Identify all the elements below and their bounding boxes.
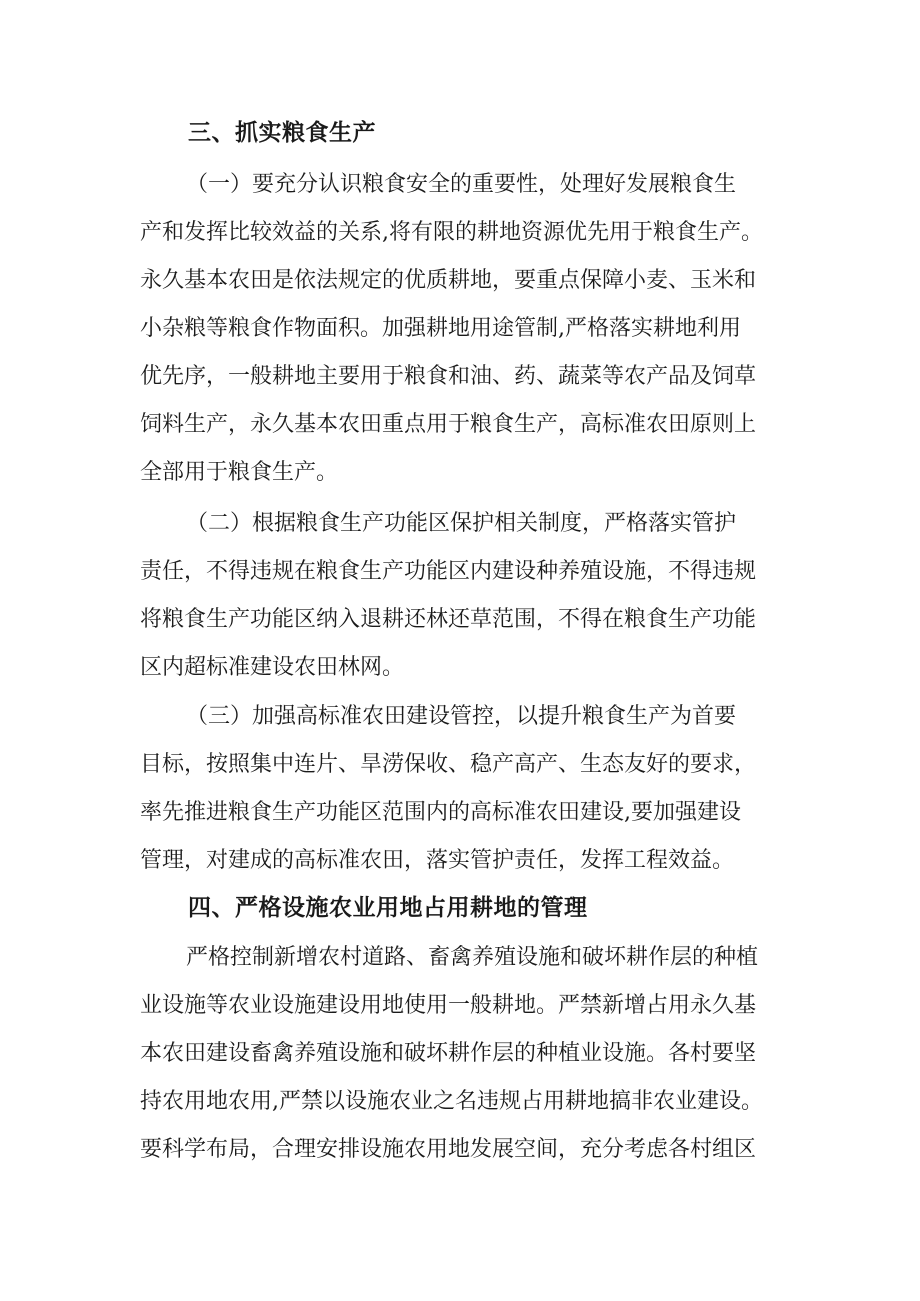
paragraph-line: 产和发挥比较效益的关系,将有限的耕地资源优先用于粮食生产。: [140, 220, 763, 245]
paragraph-line: 饲料生产，永久基本农田重点用于粮食生产，高标准农田原则上: [140, 412, 757, 437]
paragraph-line: 责任，不得违规在粮食生产功能区内建设种养殖设施，不得违规: [140, 559, 757, 584]
section-heading-grain-production: 三、抓实粮食生产: [188, 120, 376, 146]
paragraph-line: 将粮食生产功能区纳入退耕还林还草范围，不得在粮食生产功能: [140, 607, 757, 632]
paragraph-line: 目标，按照集中连片、旱涝保收、稳产高产、生态友好的要求，: [140, 752, 757, 777]
section-heading-facility-agriculture: 四、严格设施农业用地占用耕地的管理: [188, 895, 588, 921]
paragraph-line: 优先序，一般耕地主要用于粮食和油、药、蔬菜等农产品及饲草: [140, 364, 757, 389]
paragraph-line: 全部用于粮食生产。: [140, 460, 339, 485]
paragraph-line: 率先推进粮食生产功能区范围内的高标准农田建设,要加强建设: [140, 800, 741, 825]
paragraph-line: 本农田建设畜禽养殖设施和破坏耕作层的种植业设施。各村要坚: [140, 1041, 757, 1066]
paragraph-line: 永久基本农田是依法规定的优质耕地，要重点保障小麦、玉米和: [140, 268, 757, 293]
paragraph-line: 区内超标准建设农田林网。: [140, 655, 405, 680]
paragraph-line: （一）要充分认识粮食安全的重要性，处理好发展粮食生: [186, 172, 737, 197]
paragraph-line: 业设施等农业设施建设用地使用一般耕地。严禁新增占用永久基: [140, 993, 757, 1018]
paragraph-line: 严格控制新增农村道路、畜禽养殖设施和破坏耕作层的种植: [186, 945, 759, 970]
paragraph-line: 要科学布局，合理安排设施农用地发展空间，充分考虑各村组区: [140, 1137, 757, 1162]
paragraph-line: （三）加强高标准农田建设管控，以提升粮食生产为首要: [186, 704, 737, 729]
paragraph-line: 持农用地农用,严禁以设施农业之名违规占用耕地搞非农业建设。: [140, 1089, 763, 1114]
paragraph-line: 小杂粮等粮食作物面积。加强耕地用途管制,严格落实耕地利用: [140, 316, 741, 341]
paragraph-line: 管理，对建成的高标准农田，落实管护责任，发挥工程效益。: [140, 848, 735, 873]
paragraph-line: （二）根据粮食生产功能区保护相关制度，严格落实管护: [186, 511, 737, 536]
